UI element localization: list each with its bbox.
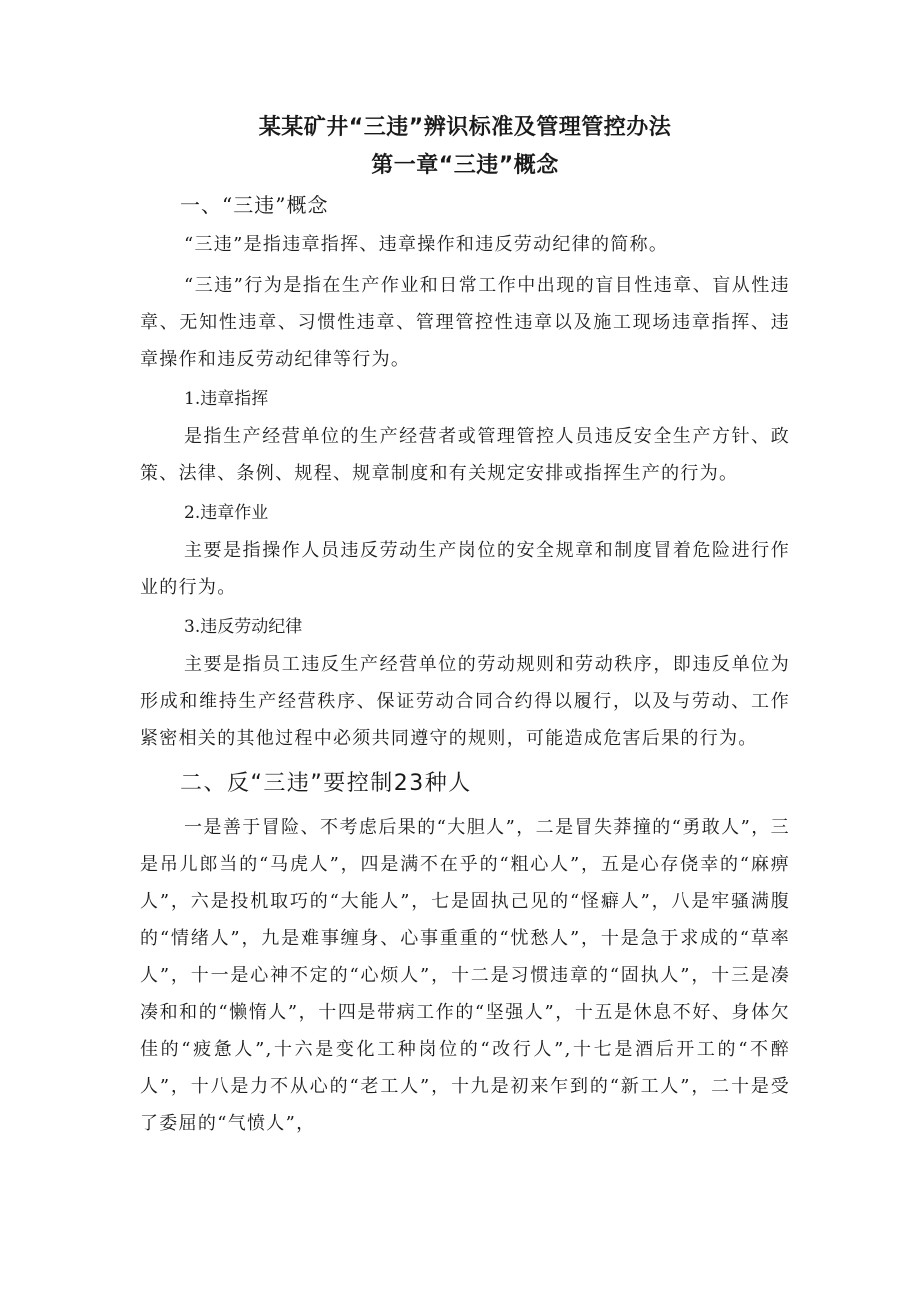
section-heading-concept: 一、“三违”概念: [180, 193, 329, 217]
document-title: 某某矿井“三违”辨识标准及管理管控办法: [258, 115, 672, 140]
sub-heading-violation-operation: 2.违章作业: [184, 503, 269, 523]
paragraph: “三违”是指违章指挥、违章操作和违反劳动纪律的简称。: [184, 234, 669, 255]
paragraph: 一是善于冒险、不考虑后果的“大胆人”，二是冒失莽撞的“勇敢人”，三是吊儿郎当的“马虎人”，四是满不在乎的“粗心人”，五是心存侥幸的“麻痹人”，六是投机取巧的“大能人”，七是固执己见的“怪癖人”，八是牢骚满腹的“情绪人”，九是难事缠身、心事重重的“忧愁人”，十是急于求成的“草率人”，十一是心神不定的“心烦人”，十二是习惯违章的“固执人”，十三是凑凑和和的“懒惰人”，十四是带病工作的“坚强人”，十五是休息不好、身体欠佳的“疲惫人”,十六是变化工种岗位的“改行人”,十七是酒后开工的“不醉人”，十八是力不从心的“老工人”，十九是初来乍到的“新工人”，二十是受了委屈的“气愤人”，: [140, 817, 790, 1134]
paragraph: 主要是指操作人员违反劳动生产岗位的安全规章和制度冒着危险进行作业的行为。: [140, 540, 790, 598]
paragraph: “三违”行为是指在生产作业和日常工作中出现的盲目性违章、盲从性违章、无知性违章、习惯性违章、管理管控性违章以及施工现场违章指挥、违章操作和违反劳动纪律等行为。: [140, 275, 790, 370]
paragraph: 是指生产经营单位的生产经营者或管理管控人员违反安全生产方针、政策、法律、条例、规程、规章制度和有关规定安排或指挥生产的行为。: [140, 426, 790, 484]
chapter-title: 第一章“三违”概念: [371, 153, 559, 178]
paragraph: 主要是指员工违反生产经营单位的劳动规则和劳动秩序，即违反单位为形成和维持生产经营秩序、保证劳动合同合约得以履行，以及与劳动、工作紧密相关的其他过程中必须共同遵守的规则，可能造成危害后果的行为。: [140, 654, 790, 749]
sub-heading-violation-command: 1.违章指挥: [184, 389, 269, 409]
section-heading-23-types: 二、反“三违”要控制23种人: [180, 771, 472, 796]
sub-heading-labor-discipline: 3.违反劳动纪律: [184, 617, 303, 637]
